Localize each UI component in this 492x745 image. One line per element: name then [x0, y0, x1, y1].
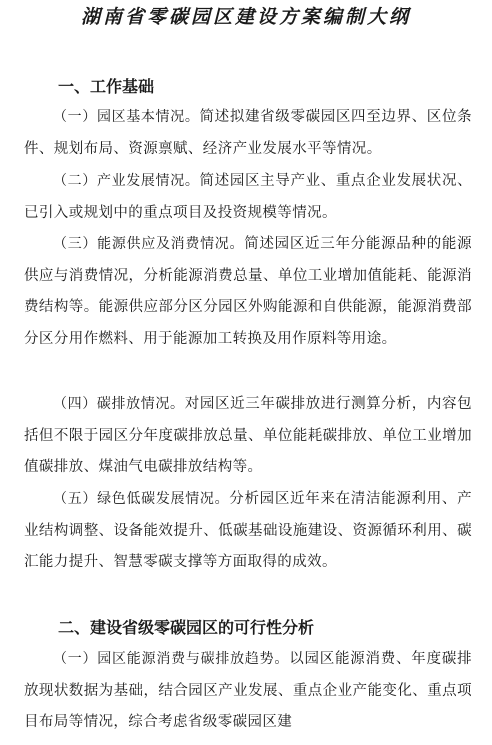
paragraph-lead: （五）绿色低碳发展情况。: [53, 491, 230, 507]
paragraph-emissions: [24, 389, 472, 484]
paragraph-text: 分析园区近年来在清洁能源利用、产业结构调整、设备能效提升、低碳基础设施建设、资源循环利用、碳汇能力提升、智慧零碳支撑等方面取得的成效。: [24, 491, 472, 571]
paragraph-lead: （二）产业发展情况。: [53, 173, 200, 189]
section-heading-1: 一、工作基础: [58, 77, 155, 96]
paragraph-trend: [24, 644, 472, 739]
paragraph-lead: （一）园区能源消费与碳排放趋势。: [53, 651, 290, 667]
paragraph-text: 简述园区近三年分能源品种的能源供应与消费情况，分析能源消费总量、单位工业增加值能耗、能源消费结构等。能源供应部分区分园区外购能源和自供能源，能源消费部分区分用作燃料、用于能源加工转换及用作原料等用途。: [24, 236, 473, 347]
paragraph-text: 简述园区主导产业、重点企业发展状况、已引入或规划中的重点项目及投资规模等情况。: [24, 173, 473, 221]
paragraph-text: 对园区近三年碳排放进行测算分析，内容包括但不限于园区分年度碳排放总量、单位能耗碳排放、单位工业增加值碳排放、煤油气电碳排放结构等。: [24, 396, 472, 476]
paragraph-text: 以园区能源消费、年度碳排放现状数据为基础，结合园区产业发展、重点企业产能变化、重点项目布局等情况，综合考虑省级零碳园区建: [24, 651, 472, 731]
paragraph-green-development: [24, 484, 472, 579]
paragraph-industry: [24, 166, 472, 229]
paragraph-lead: （四）碳排放情况。: [53, 396, 185, 412]
section-heading-2: 二、建设省级零碳园区的可行性分析: [58, 618, 315, 637]
paragraph-energy: [24, 229, 472, 355]
paragraph-basic-info: [24, 102, 472, 165]
paragraph-text: 简述拟建省级零碳园区四至边界、区位条件、规划布局、资源禀赋、经济产业发展水平等情况。: [24, 109, 473, 157]
paragraph-lead: （一）园区基本情况。: [53, 109, 200, 125]
document-title: 湖南省零碳园区建设方案编制大纲: [80, 6, 411, 28]
paragraph-lead: （三）能源供应及消费情况。: [53, 236, 245, 252]
